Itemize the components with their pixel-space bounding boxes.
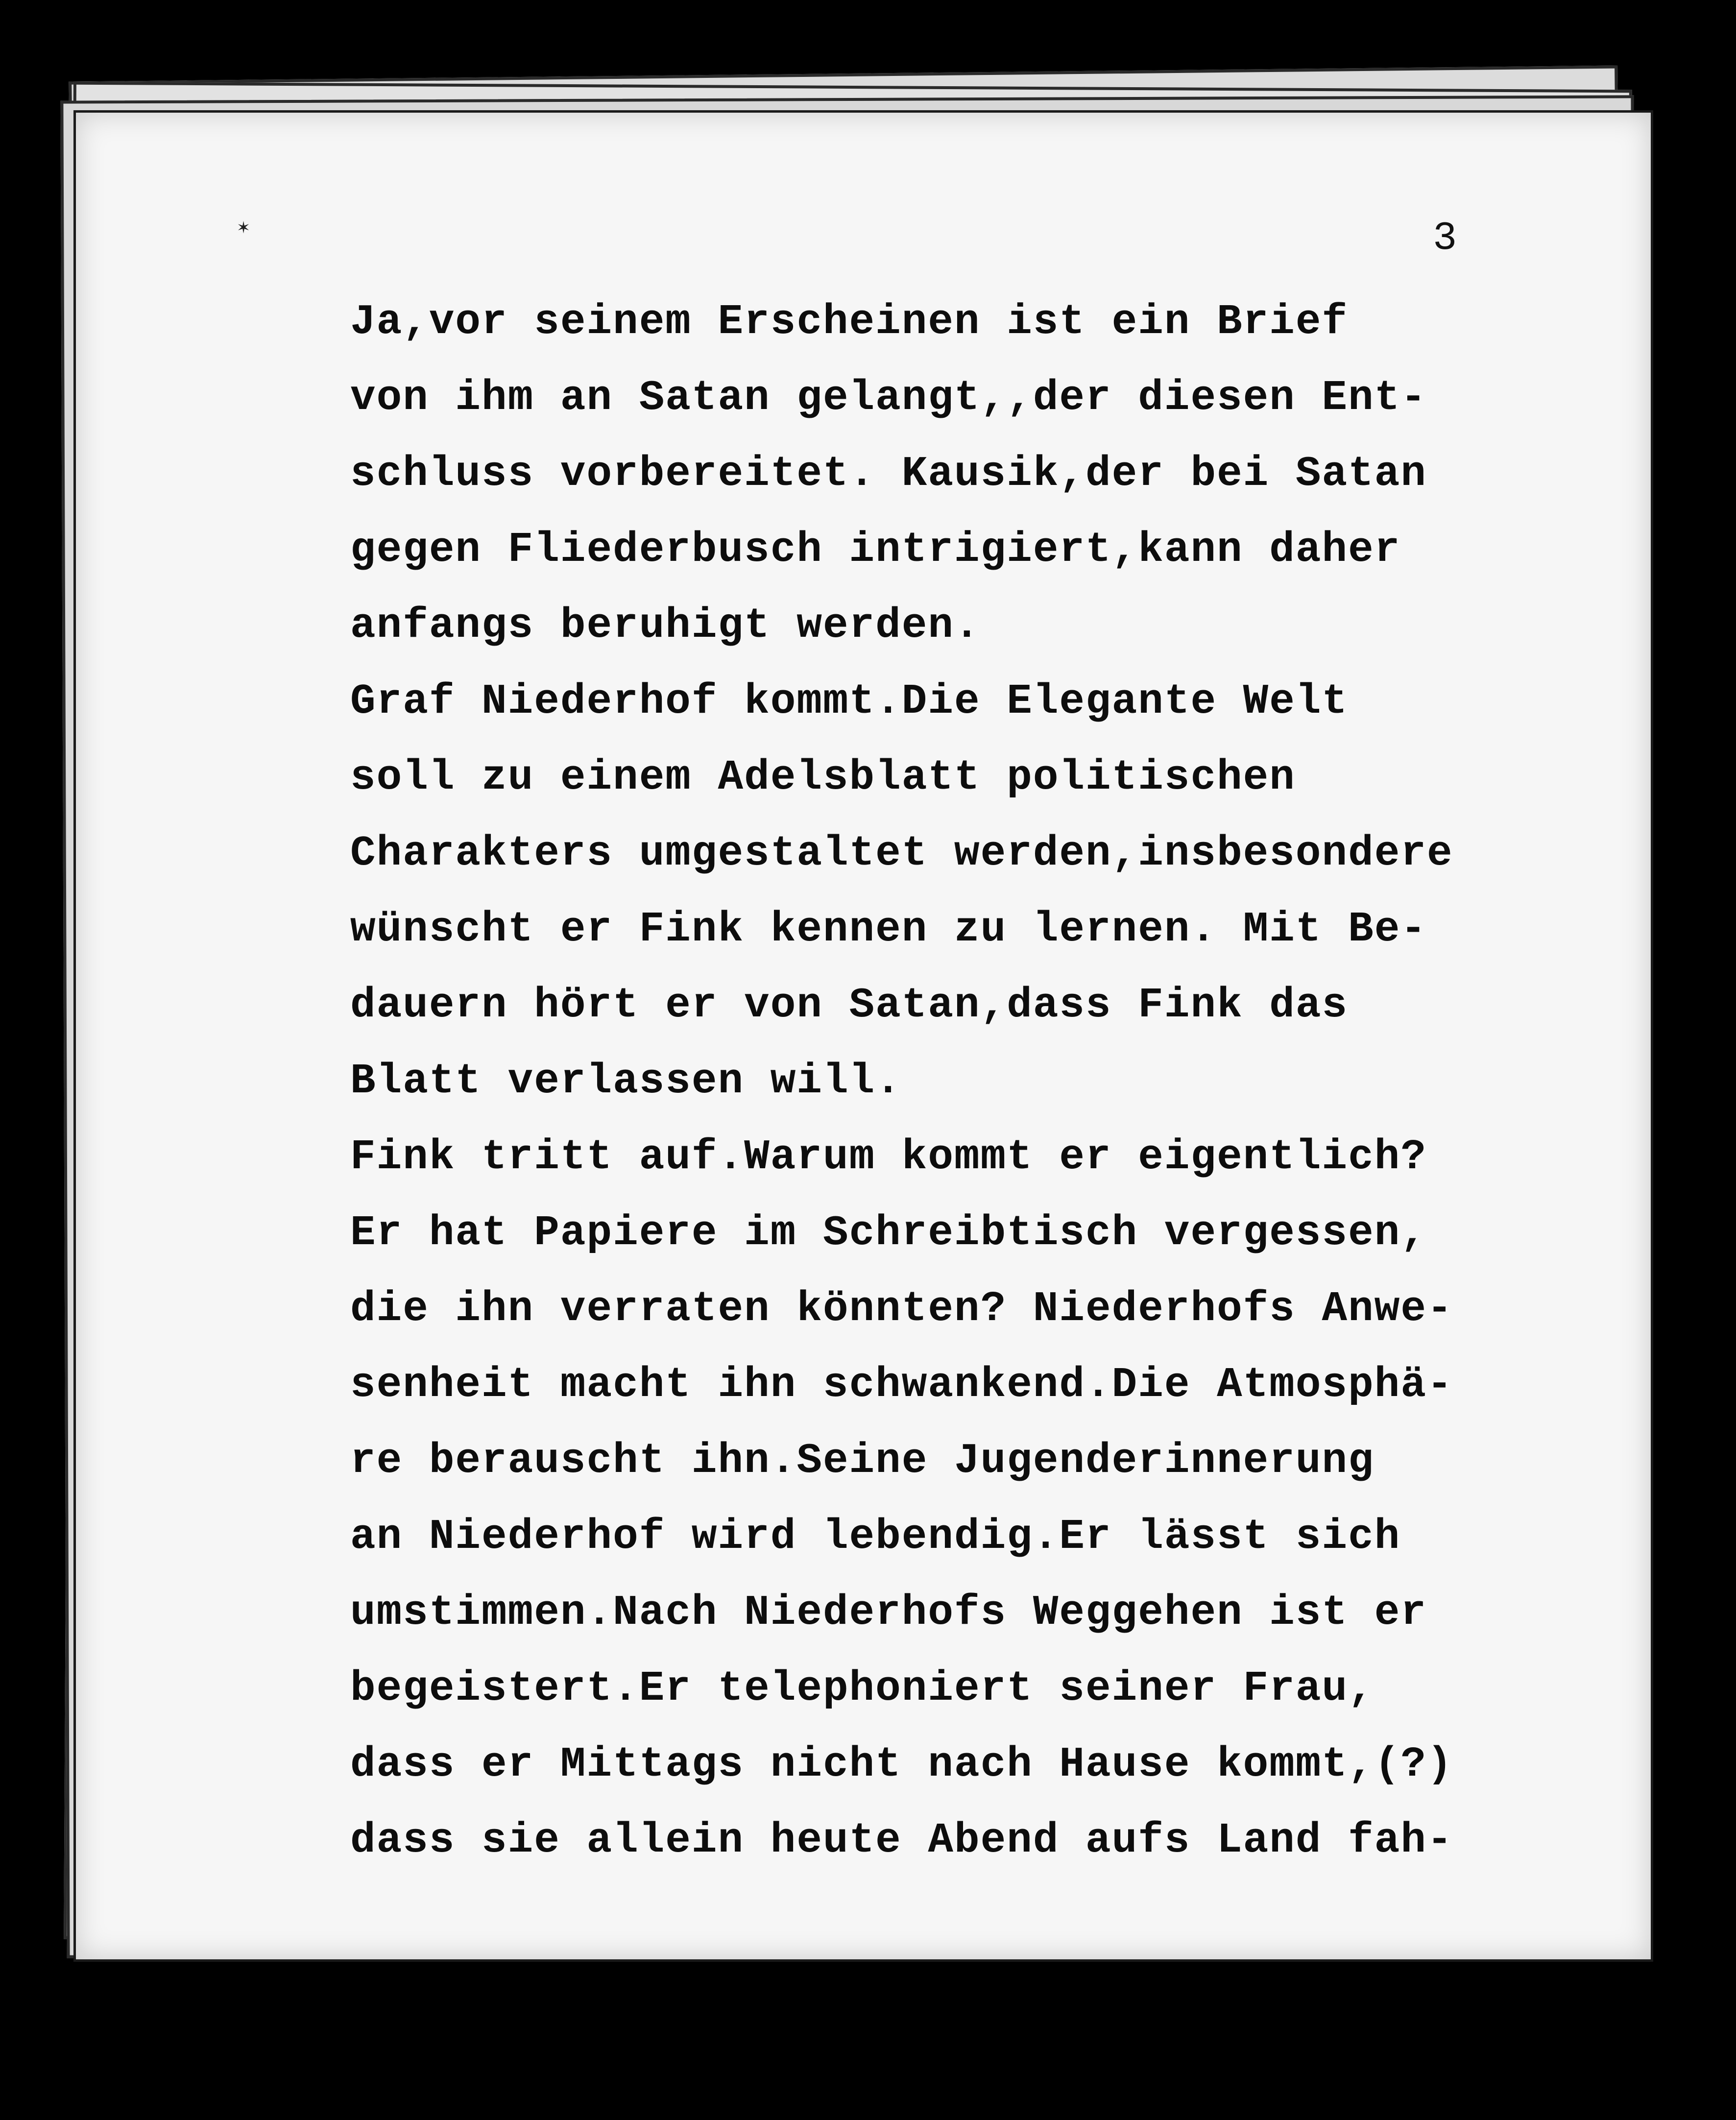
text-line: schluss vorbereitet. Kausik,der bei Satan — [350, 450, 1427, 498]
text-line: soll zu einem Adelsblatt politischen — [350, 753, 1296, 801]
text-line: Ja,vor seinem Erscheinen ist ein Brief — [350, 298, 1349, 346]
text-line: dass er Mittags nicht nach Hause kommt,(?) — [350, 1740, 1453, 1788]
text-line: Charakters umgestaltet werden,insbesondere — [350, 829, 1453, 877]
text-line: senheit macht ihn schwankend.Die Atmosphä- — [350, 1361, 1453, 1409]
text-line: re berauscht ihn.Seine Jugenderinnerung — [350, 1437, 1374, 1485]
text-line: Er hat Papiere im Schreibtisch vergessen, — [350, 1209, 1427, 1257]
ink-mark-icon: ✶ — [238, 217, 250, 240]
text-line: umstimmen.Nach Niederhofs Weggehen ist er — [350, 1589, 1427, 1637]
text-line: dass sie allein heute Abend aufs Land fah- — [350, 1816, 1453, 1864]
page-number: 3 — [1433, 216, 1457, 261]
text-line: Blatt verlassen will. — [350, 1057, 902, 1105]
text-line: an Niederhof wird lebendig.Er lässt sich — [350, 1513, 1401, 1561]
text-line: wünscht er Fink kennen zu lernen. Mit Be- — [350, 905, 1427, 953]
text-line: die ihn verraten könnten? Niederhofs Anwe- — [350, 1285, 1453, 1333]
text-line: gegen Fliederbusch intrigiert,kann daher — [350, 526, 1401, 574]
text-line: anfangs beruhigt werden. — [350, 602, 981, 650]
text-line: dauern hört er von Satan,dass Fink das — [350, 981, 1349, 1029]
text-line: Graf Niederhof kommt.Die Elegante Welt — [350, 677, 1349, 725]
text-line: begeistert.Er telephoniert seiner Frau, — [350, 1664, 1374, 1712]
text-line: Fink tritt auf.Warum kommt er eigentlich? — [350, 1133, 1427, 1181]
typewritten-page — [73, 110, 1653, 1962]
text-line: von ihm an Satan gelangt,,der diesen Ent- — [350, 374, 1427, 422]
text-block — [350, 284, 1526, 1879]
